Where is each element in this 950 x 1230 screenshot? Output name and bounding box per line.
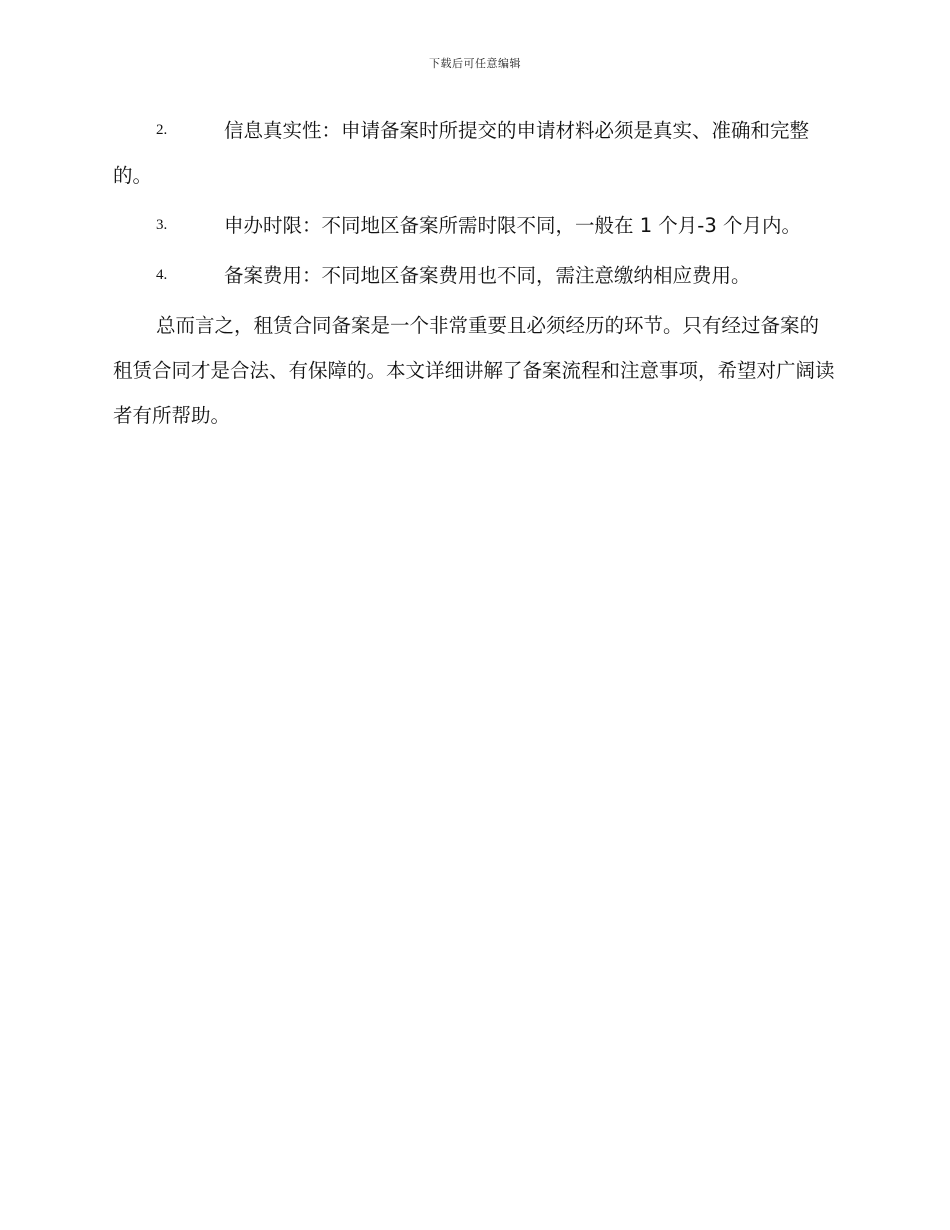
- page-header: 下载后可任意编辑: [429, 57, 521, 70]
- list-item-3: [113, 203, 838, 248]
- list-item-text: 申办时限：不同地区备案所需时限不同，一般在 1 个月-3 个月内。: [224, 214, 801, 237]
- list-item-number: 2.: [156, 122, 168, 138]
- list-item-number: 3.: [156, 217, 168, 233]
- list-item-text: 信息真实性：申请备案时所提交的申请材料必须是真实、准确和完整的。: [113, 119, 810, 187]
- list-item-4: [113, 253, 838, 298]
- document-body: [113, 108, 838, 438]
- list-item-2: [113, 108, 838, 198]
- list-item-text: 备案费用：不同地区备案费用也不同，需注意缴纳相应费用。: [224, 264, 751, 287]
- list-item-number: 4.: [156, 267, 168, 283]
- conclusion-paragraph: 总而言之，租赁合同备案是一个非常重要且必须经历的环节。只有经过备案的租赁合同才是合法、有保障的。本文详细讲解了备案流程和注意事项，希望对广阔读者有所帮助。: [113, 314, 835, 427]
